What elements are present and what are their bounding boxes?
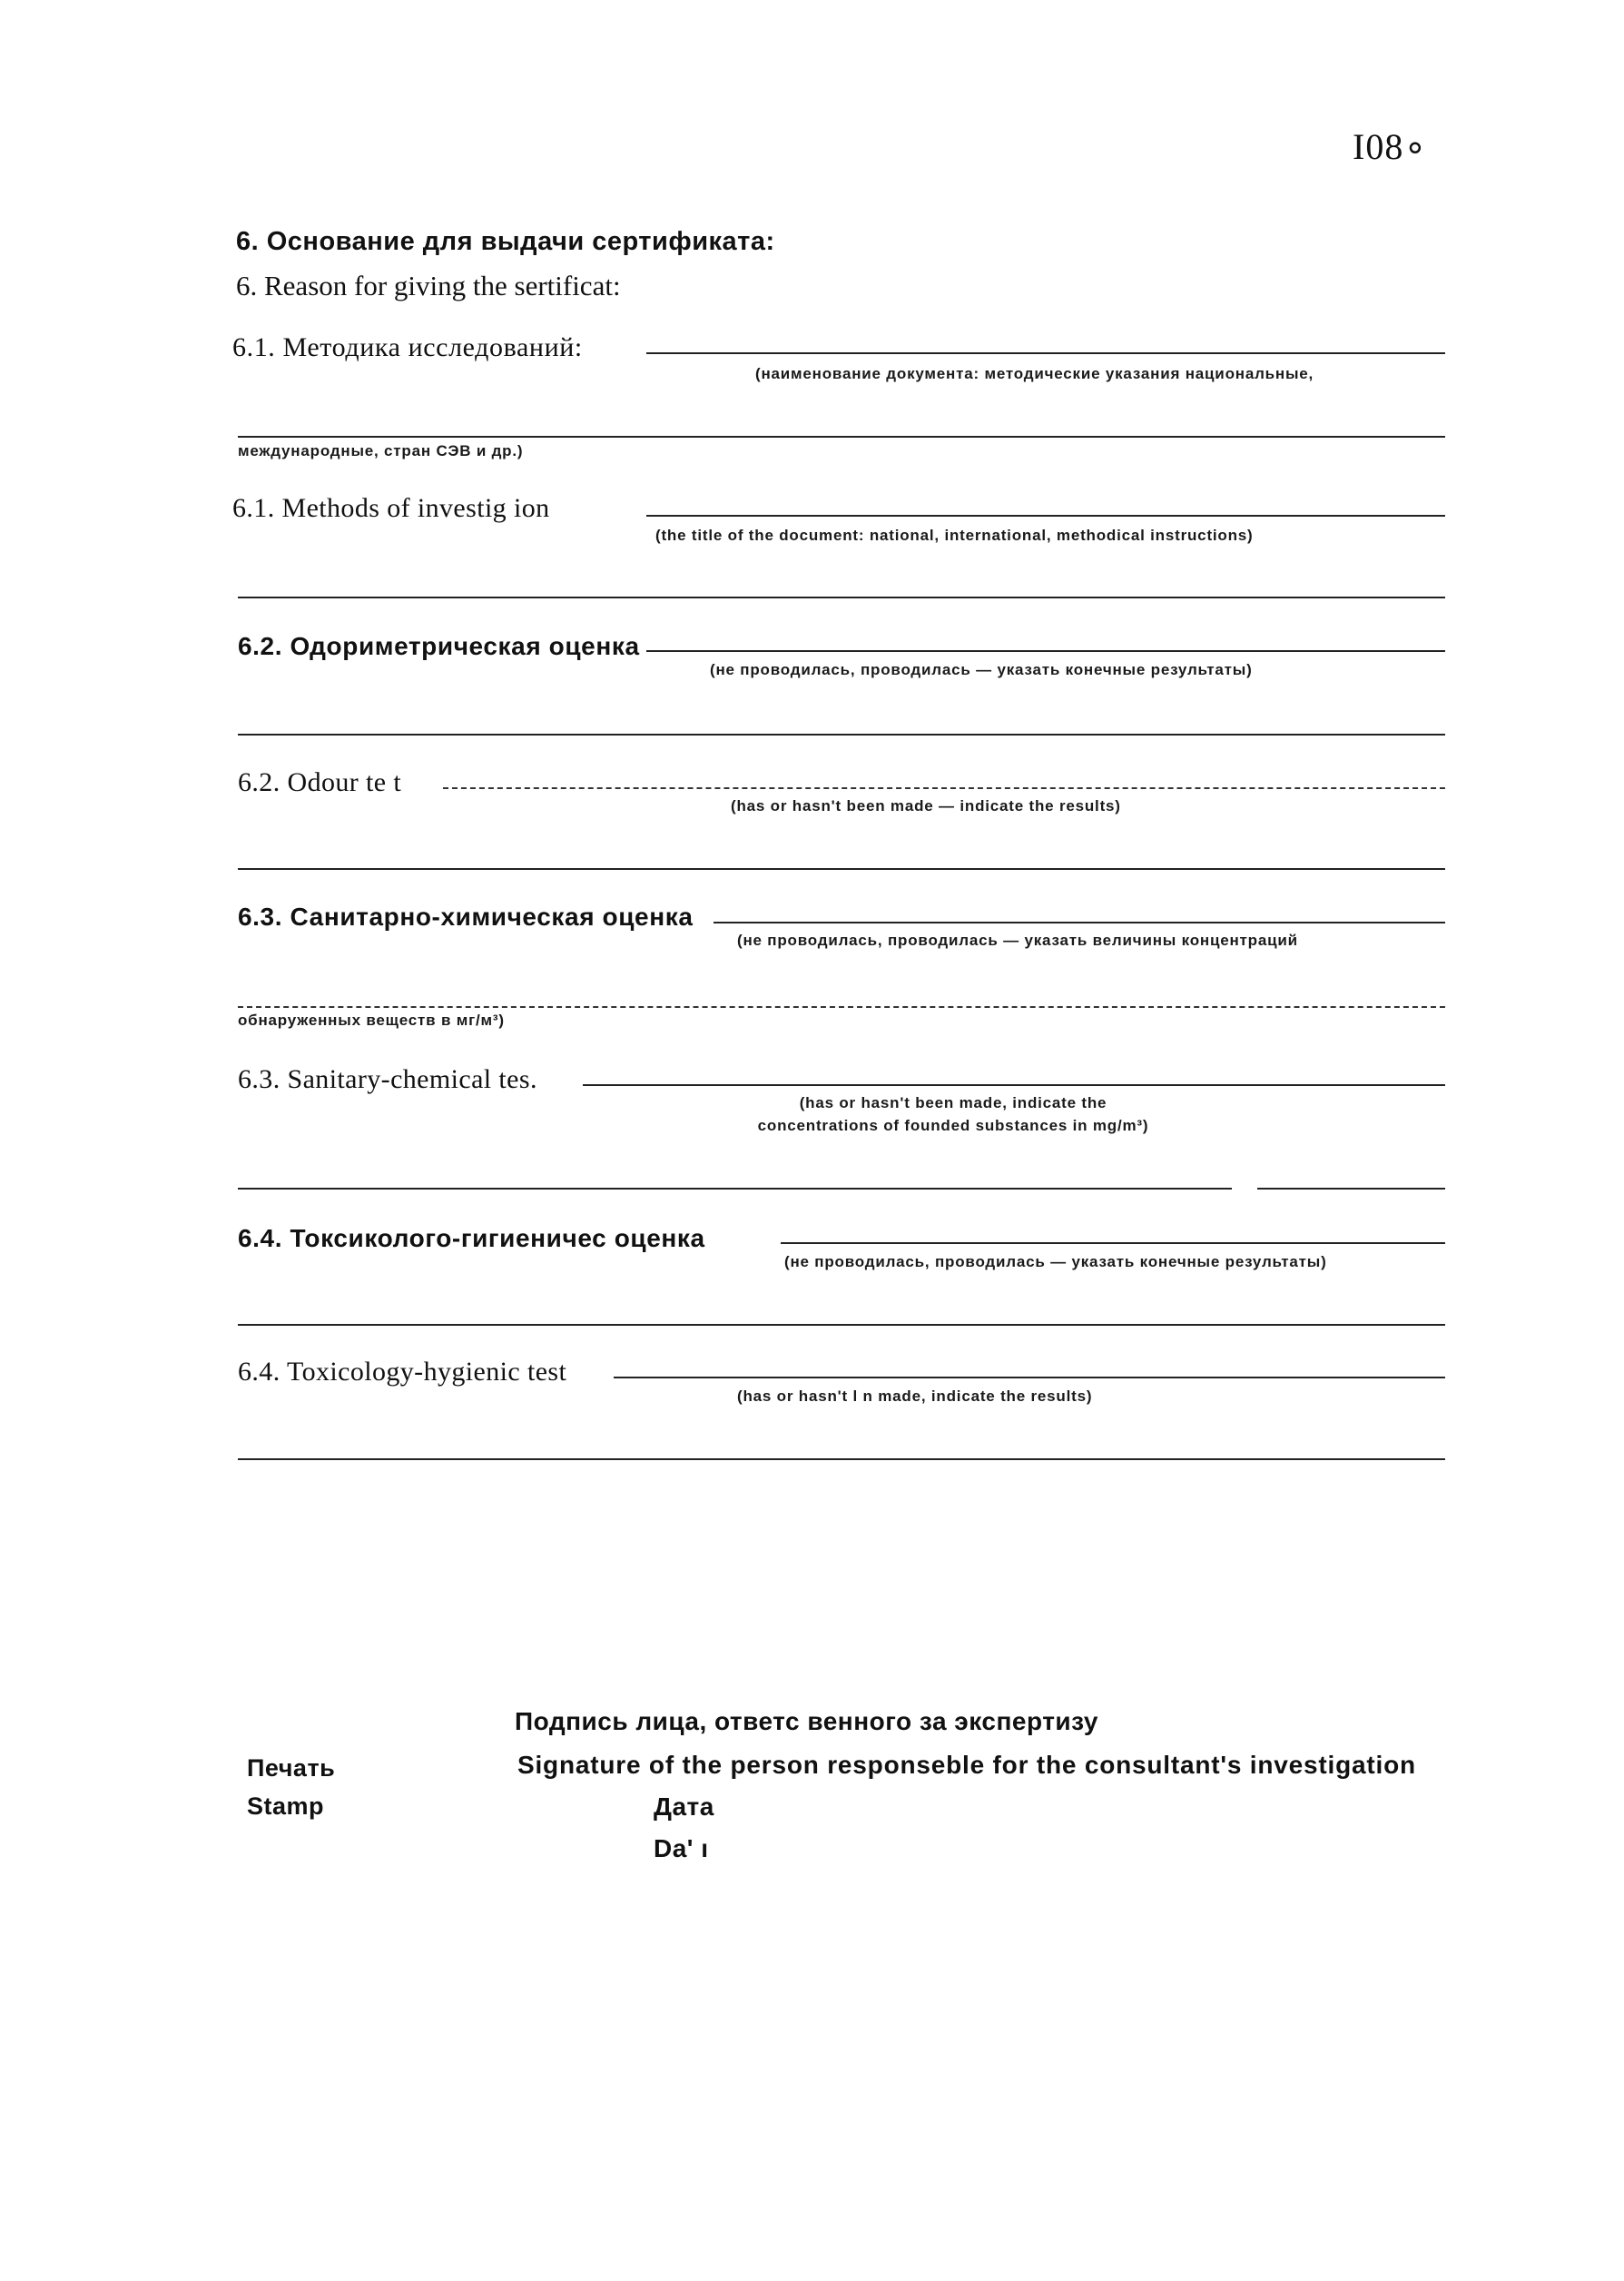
field-6-4-ru-line-2[interactable] — [238, 1324, 1445, 1326]
field-6-1-ru-hint: (наименование документа: методические указания национальные, — [755, 365, 1314, 382]
field-6-3-ru-hint: (не проводилась, проводилась — указать величины концентраций — [737, 932, 1298, 949]
field-6-3-ru-label: 6.3. Санитарно-химическая оценка — [238, 903, 694, 931]
field-6-1-ru-hint-cont: международные, стран СЭВ и др.) — [238, 442, 524, 459]
date-label-en: Da' ı — [654, 1834, 709, 1862]
field-6-2-en-line[interactable] — [443, 787, 1445, 789]
field-6-4-en-label: 6.4. Toxicology-hygienic test — [238, 1357, 567, 1387]
signature-label-en: Signature of the person responseble for the consultant's investigation — [517, 1751, 1416, 1779]
field-6-1-en-hint: (the title of the document: national, international, methodical instructions) — [655, 527, 1254, 544]
field-6-4-en-hint: (has or hasn't l n made, indicate the results) — [737, 1387, 1093, 1405]
field-6-2-ru-line-2[interactable] — [238, 734, 1445, 736]
field-6-1-en-line-2[interactable] — [238, 597, 1445, 598]
page-number: I08∘ — [1353, 126, 1428, 167]
field-6-1-ru-line[interactable] — [646, 352, 1445, 354]
field-6-3-en-hint: (has or hasn't been made, indicate the — [799, 1094, 1107, 1111]
field-6-3-en-line-2b[interactable] — [1257, 1188, 1445, 1190]
stamp-label-ru: Печать — [247, 1754, 336, 1782]
section-header-ru: 6. Основание для выдачи сертификата: — [236, 227, 775, 256]
field-6-1-ru-label: 6.1. Методика исследований: — [232, 332, 583, 362]
section-header-en: 6. Reason for giving the sertificat: — [236, 270, 621, 301]
field-6-3-ru-line[interactable] — [714, 922, 1445, 923]
field-6-2-en-line-2[interactable] — [238, 868, 1445, 870]
date-label-ru: Дата — [654, 1792, 714, 1821]
field-6-4-ru-hint: (не проводилась, проводилась — указать конечные результаты) — [784, 1253, 1327, 1270]
field-6-4-ru-label: 6.4. Токсиколого-гигиеничес оценка — [238, 1224, 705, 1252]
field-6-3-en-line-2a[interactable] — [238, 1188, 1232, 1190]
field-6-2-ru-hint: (не проводилась, проводилась — указать конечные результаты) — [710, 661, 1253, 678]
field-6-3-ru-line-2[interactable] — [238, 1006, 1445, 1008]
field-6-3-ru-hint-cont: обнаруженных веществ в мг/м³) — [238, 1012, 505, 1029]
field-6-2-en-label: 6.2. Odour te t — [238, 767, 402, 797]
field-6-2-en-hint: (has or hasn't been made — indicate the results) — [731, 797, 1121, 815]
stamp-label-en: Stamp — [247, 1792, 325, 1820]
signature-label-ru: Подпись лица, ответс венного за экспертизу — [515, 1707, 1098, 1735]
field-6-4-en-line[interactable] — [614, 1377, 1445, 1378]
field-6-1-en-line[interactable] — [646, 515, 1445, 517]
field-6-2-ru-label: 6.2. Одориметрическая оценка — [238, 632, 640, 660]
field-6-1-ru-line-2[interactable] — [238, 436, 1445, 438]
field-6-4-en-line-2[interactable] — [238, 1458, 1445, 1460]
field-6-3-en-label: 6.3. Sanitary-chemical tes. — [238, 1064, 537, 1094]
field-6-3-en-hint-cont: concentrations of founded substances in mg/m³) — [757, 1117, 1149, 1134]
field-6-4-ru-line[interactable] — [781, 1242, 1445, 1244]
field-6-2-ru-line[interactable] — [646, 650, 1445, 652]
field-6-1-en-label: 6.1. Methods of investig ion — [232, 493, 550, 523]
field-6-3-en-line[interactable] — [583, 1084, 1445, 1086]
